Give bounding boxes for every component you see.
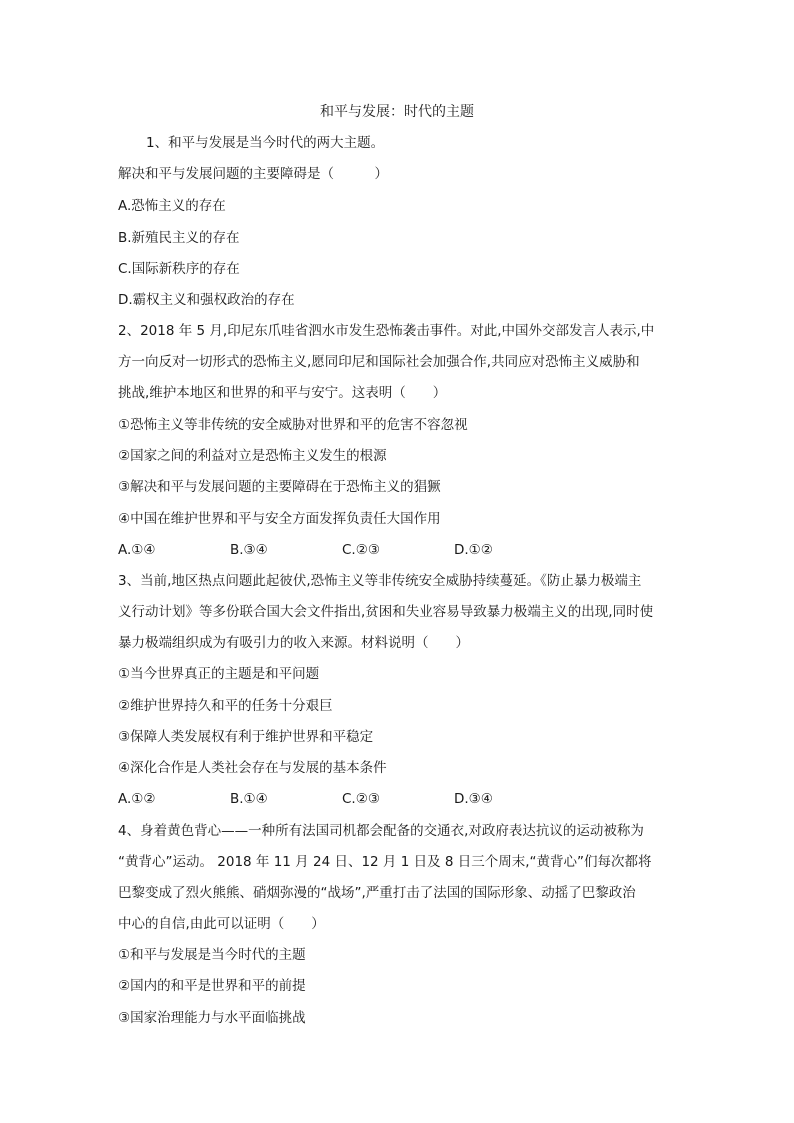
q4-statement-2: ②国内的和平是世界和平的前提 (118, 978, 306, 994)
q4-stem-line: 巴黎变成了烈火熊熊、硝烟弥漫的“战场”,严重打击了法国的国际形象、动摇了巴黎政治 (118, 885, 636, 901)
page-title: 和平与发展：时代的主题 (320, 104, 474, 120)
q2-choice-c: C.②③ (342, 542, 380, 558)
q3-stem-line: 3、当前,地区热点问题此起彼伏,恐怖主义等非传统安全威胁持续蔓延。《防止暴力极端主 (118, 573, 642, 589)
q2-stem-line: 2、2018 年 5 月,印尼东爪哇省泗水市发生恐怖袭击事件。对此,中国外交部发言人表示,中 (118, 323, 655, 339)
q4-stem-line: 中心的自信,由此可以证明（ ） (118, 916, 325, 932)
q2-choice-b: B.③④ (230, 542, 268, 558)
q3-choice-d: D.③④ (454, 791, 493, 807)
q3-stem-line: 暴力极端组织成为有吸引力的收入来源。材料说明（ ） (118, 635, 469, 651)
q2-statement-1: ①恐怖主义等非传统的安全威胁对世界和平的危害不容忽视 (118, 417, 468, 433)
q1-option-c: C.国际新秩序的存在 (118, 261, 240, 277)
q1-option-d: D.霸权主义和强权政治的存在 (118, 292, 295, 308)
q3-statement-1: ①当今世界真正的主题是和平问题 (118, 666, 320, 682)
q2-statement-3: ③解决和平与发展问题的主要障碍在于恐怖主义的猖獗 (118, 479, 441, 495)
q2-choice-d: D.①② (454, 542, 493, 558)
q3-statement-4: ④深化合作是人类社会存在与发展的基本条件 (118, 760, 387, 776)
q3-statement-3: ③保障人类发展权有利于维护世界和平稳定 (118, 729, 374, 745)
q2-statement-2: ②国家之间的利益对立是恐怖主义发生的根源 (118, 448, 387, 464)
q4-stem-line: “黄背心”运动。 2018 年 11 月 24 日、12 月 1 日及 8 日三个周末,“黄背心”们每次都将 (118, 854, 652, 870)
q1-option-a: A.恐怖主义的存在 (118, 198, 226, 214)
q4-statement-1: ①和平与发展是当今时代的主题 (118, 947, 306, 963)
q2-stem-line: 挑战,维护本地区和世界的和平与安宁。这表明（ ） (118, 385, 447, 401)
q4-stem-line: 4、身着黄色背心——一种所有法国司机都会配备的交通衣,对政府表达抗议的运动被称为 (118, 823, 644, 839)
q3-stem-line: 义行动计划》等多份联合国大会文件指出,贫困和失业容易导致暴力极端主义的出现,同时使 (118, 604, 654, 620)
q2-choice-a: A.①④ (118, 542, 156, 558)
q3-choice-b: B.①④ (230, 791, 268, 807)
q2-stem-line: 方一向反对一切形式的恐怖主义,愿同印尼和国际社会加强合作,共同应对恐怖主义威胁和 (118, 354, 640, 370)
q1-heading: 1、和平与发展是当今时代的两大主题。 (146, 135, 385, 151)
q3-choice-a: A.①② (118, 791, 156, 807)
q1-option-b: B.新殖民主义的存在 (118, 230, 240, 246)
q3-choice-c: C.②③ (342, 791, 380, 807)
q2-statement-4: ④中国在维护世界和平与安全方面发挥负责任大国作用 (118, 511, 441, 527)
q1-stem: 解决和平与发展问题的主要障碍是（ ） (118, 166, 388, 182)
q4-statement-3: ③国家治理能力与水平面临挑战 (118, 1010, 306, 1026)
q3-statement-2: ②维护世界持久和平的任务十分艰巨 (118, 698, 333, 714)
